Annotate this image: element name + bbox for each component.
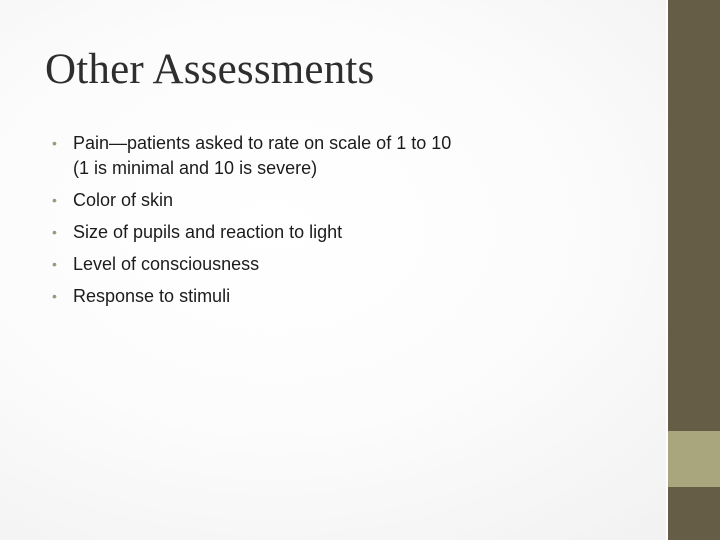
bullet-list — [52, 131, 472, 316]
bullet-item-stimuli — [52, 284, 472, 309]
slide-title: Other Assessments — [45, 46, 375, 93]
bullet-dot-icon: • — [52, 192, 57, 208]
bullet-text: Response to stimuli — [73, 286, 231, 306]
bullet-text: Level of consciousness — [73, 254, 260, 274]
bullet-text: Size of pupils and reaction to light — [73, 222, 343, 242]
bullet-dot-icon: • — [52, 256, 57, 272]
bullet-text: Pain—patients asked to rate on scale of 1 to 10 (1 is minimal and 10 is severe) — [73, 133, 452, 178]
bullet-item-skin-color — [52, 188, 472, 213]
bullet-dot-icon: • — [52, 224, 57, 240]
bullet-item-pupils — [52, 220, 472, 245]
bullet-dot-icon: • — [52, 288, 57, 304]
bullet-item-consciousness — [52, 252, 472, 277]
side-accent-block — [668, 431, 720, 487]
bullet-text: Color of skin — [73, 190, 174, 210]
bullet-dot-icon: • — [52, 135, 57, 151]
bullet-item-pain — [52, 131, 472, 181]
